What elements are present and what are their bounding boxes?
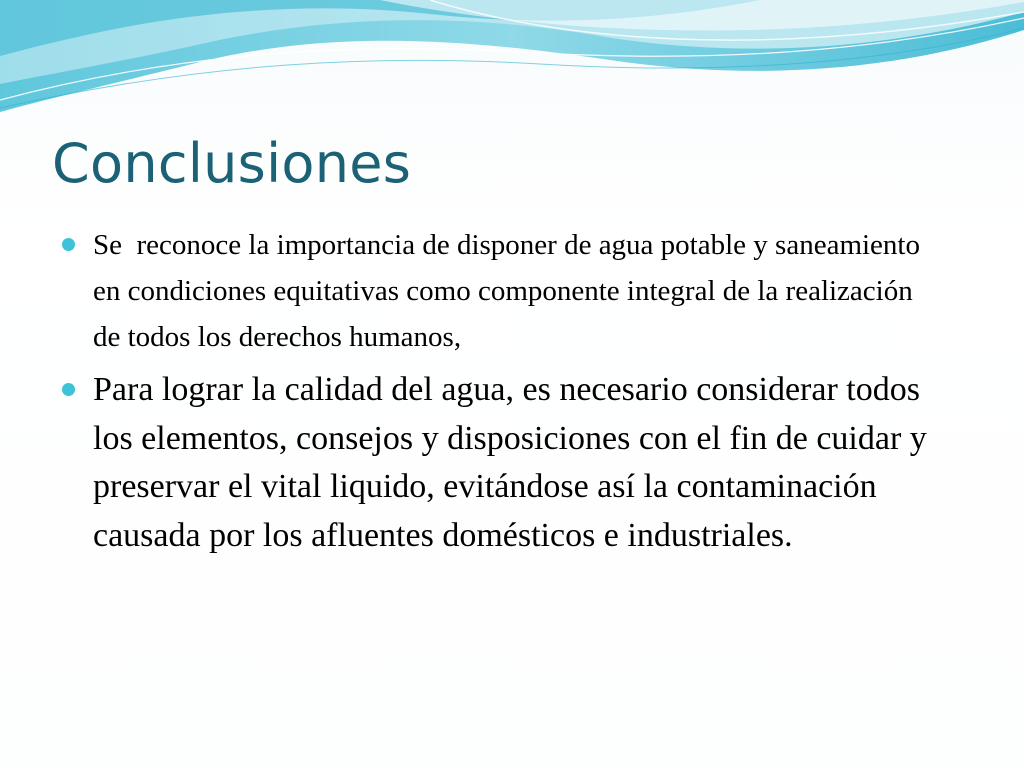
bullet-dot-icon bbox=[62, 238, 75, 251]
slide-title: Conclusiones bbox=[52, 132, 412, 195]
bullet-text: Se reconoce la importancia de disponer de agua potable y saneamiento en condiciones equitativas como componente integral de la realización de todos los derechos humanos, bbox=[93, 229, 928, 353]
bullet-list bbox=[62, 222, 942, 560]
bullet-item bbox=[62, 366, 942, 560]
bullet-text: Para lograr la calidad del agua, es necesario considerar todos los elementos, consejos y disposiciones con el fin de cuidar y preservar el vital liquido, evitándose así la contaminación causada por los afluentes domésticos e industriales. bbox=[93, 371, 936, 554]
bullet-item bbox=[62, 222, 942, 360]
header-wave-decoration bbox=[0, 0, 1024, 130]
bullet-dot-icon bbox=[62, 383, 75, 396]
